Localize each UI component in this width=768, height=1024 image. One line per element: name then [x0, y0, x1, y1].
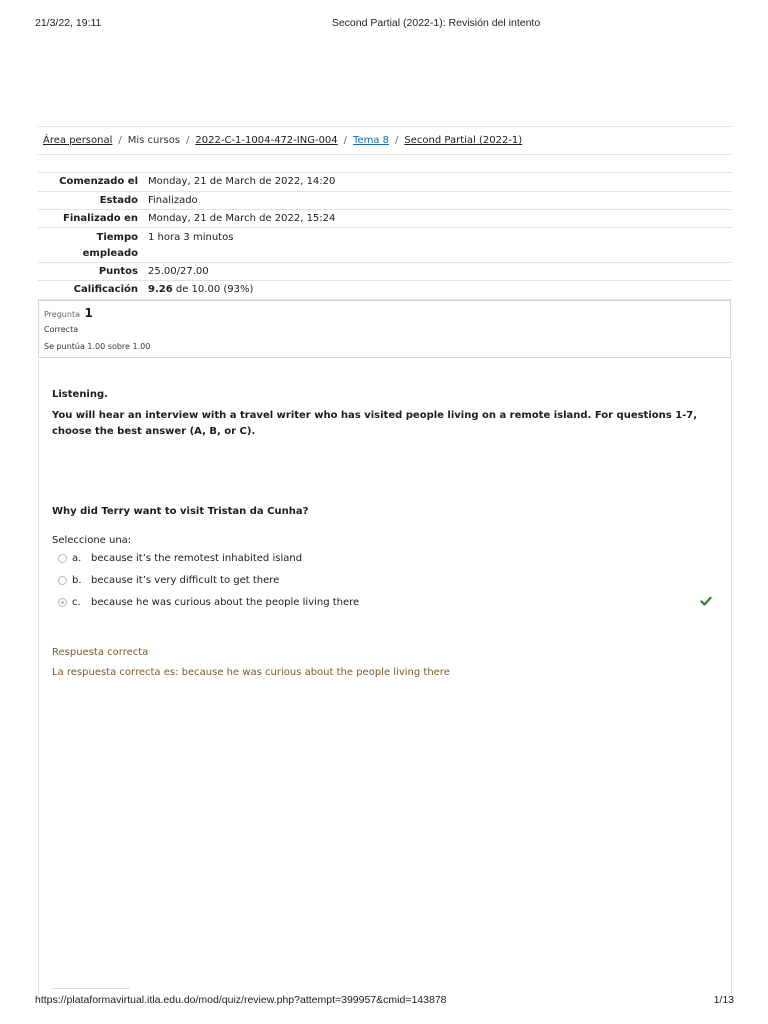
question-number	[44, 306, 93, 320]
attempt-summary-table	[38, 172, 732, 300]
grade-label: Calificación	[38, 281, 138, 300]
question-number-prefix: Pregunta	[44, 310, 80, 319]
print-footer	[0, 994, 768, 1008]
feedback-result: Respuesta correcta	[52, 647, 149, 658]
question-content-frame	[38, 360, 732, 1000]
summary-row-grade	[38, 281, 732, 300]
question-info	[38, 300, 731, 358]
time-label-line1: Tiempo	[96, 232, 138, 243]
started-value: Monday, 21 de March de 2022, 14:20	[138, 173, 732, 192]
question-text: Why did Terry want to visit Tristan da Cunha?	[52, 506, 309, 517]
answer-option-c[interactable]	[58, 597, 359, 608]
breadcrumb	[38, 126, 732, 155]
grade-value	[138, 281, 732, 300]
breadcrumb-separator: /	[118, 135, 122, 146]
started-label: Comenzado el	[38, 173, 138, 192]
grade-score: 9.26	[148, 284, 173, 295]
time-value: 1 hora 3 minutos	[138, 228, 732, 263]
points-label: Puntos	[38, 263, 138, 281]
summary-row-started	[38, 173, 732, 192]
divider	[52, 988, 130, 989]
state-value: Finalizado	[138, 192, 732, 210]
radio-a[interactable]	[58, 554, 67, 563]
summary-row-finished	[38, 210, 732, 228]
points-value: 25.00/27.00	[138, 263, 732, 281]
breadcrumb-course[interactable]: 2022-C-1-1004-472-ING-004	[195, 135, 338, 146]
option-text-a: because it’s the remotest inhabited island	[91, 553, 303, 564]
grade-scale: de 10.00 (93%)	[175, 284, 254, 295]
question-state: Correcta	[44, 325, 79, 334]
answer-option-a[interactable]	[58, 553, 302, 564]
print-title: Second Partial (2022-1): Revisión del intento	[331, 17, 541, 29]
print-date: 21/3/22, 19:11	[35, 17, 102, 29]
select-one-label: Seleccione una:	[52, 535, 132, 546]
breadcrumb-separator: /	[395, 135, 399, 146]
option-letter-c: c.	[72, 597, 81, 608]
question-number-value: 1	[84, 306, 93, 320]
option-text-b: because it’s very difficult to get there	[91, 575, 280, 586]
option-text-c: because he was curious about the people living there	[91, 597, 360, 608]
option-letter-a: a.	[72, 553, 82, 564]
summary-row-time	[38, 228, 732, 263]
breadcrumb-mis-cursos: Mis cursos	[127, 135, 181, 146]
summary-row-points	[38, 263, 732, 281]
breadcrumb-quiz[interactable]: Second Partial (2022-1)	[404, 135, 523, 146]
question-instructions: You will hear an interview with a travel writer who has visited people living on a remote island. For questions 1-7, choose the best answer (A, B, or C).	[52, 410, 698, 437]
time-label	[38, 228, 138, 263]
question-heading: Listening.	[52, 389, 108, 400]
breadcrumb-separator: /	[343, 135, 348, 146]
radio-b[interactable]	[58, 576, 67, 585]
print-header	[0, 17, 768, 31]
feedback-correct-answer: La respuesta correcta es: because he was curious about the people living there	[52, 667, 450, 678]
print-page-number: 1/13	[713, 994, 734, 1006]
finished-label: Finalizado en	[38, 210, 138, 228]
print-url: https://plataformavirtual.itla.edu.do/mod/quiz/review.php?attempt=399957&cmid=143878	[35, 994, 447, 1006]
breadcrumb-area-personal[interactable]: Área personal	[43, 135, 113, 146]
state-label: Estado	[38, 192, 138, 210]
breadcrumb-tema[interactable]: Tema 8	[353, 135, 390, 146]
finished-value: Monday, 21 de March de 2022, 15:24	[138, 210, 732, 228]
radio-c[interactable]	[58, 598, 67, 607]
time-label-line2: empleado	[82, 248, 138, 259]
option-letter-b: b.	[72, 575, 82, 586]
answer-option-b[interactable]	[58, 575, 279, 586]
question-grade: Se puntúa 1.00 sobre 1.00	[44, 342, 151, 351]
check-icon	[700, 595, 712, 607]
breadcrumb-separator: /	[186, 135, 190, 146]
summary-row-state	[38, 192, 732, 210]
